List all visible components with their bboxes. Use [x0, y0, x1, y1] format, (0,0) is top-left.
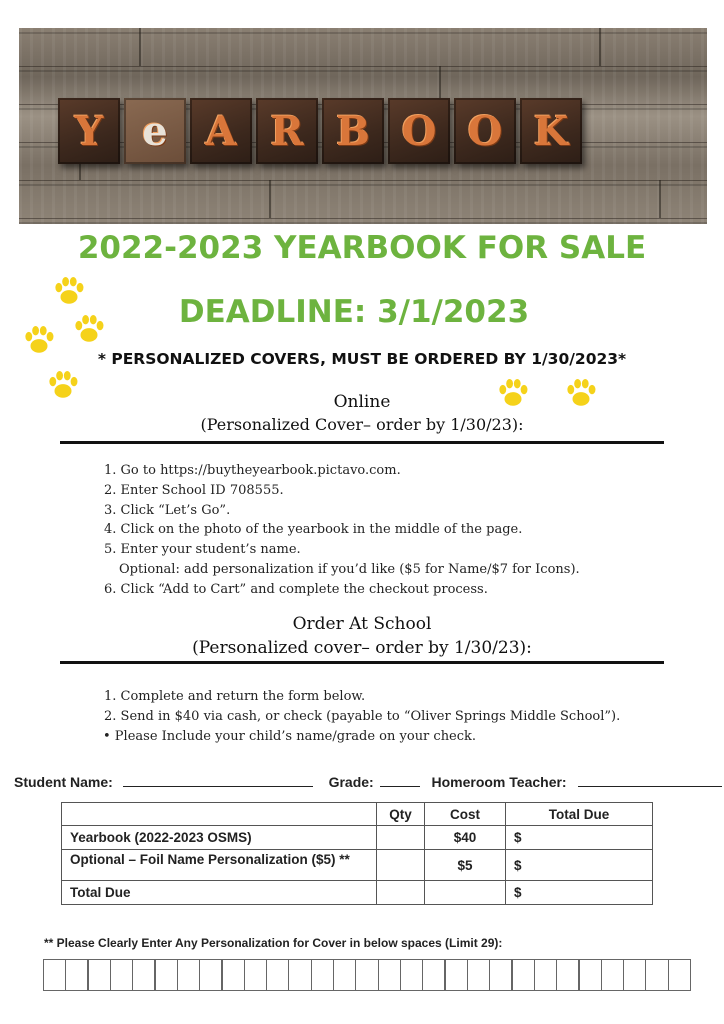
letter-box[interactable] [154, 959, 178, 991]
table-cell-item: Total Due [62, 881, 377, 905]
letter-box[interactable] [199, 959, 223, 991]
paw-print-icon [22, 323, 56, 357]
table-cell-item: Yearbook (2022-2023 OSMS) [62, 826, 377, 850]
list-item: 2. Enter School ID 708555. [104, 482, 284, 498]
letter-box[interactable] [266, 959, 290, 991]
list-item: 3. Click “Let’s Go”. [104, 502, 231, 518]
paw-print-icon [72, 312, 106, 346]
table-cell-cost [425, 881, 506, 905]
letter-box[interactable] [244, 959, 268, 991]
table-cell-total[interactable]: $ [506, 881, 653, 905]
letter-box[interactable] [645, 959, 669, 991]
online-heading: Online [333, 392, 391, 412]
letter-tile: R [256, 98, 318, 164]
letter-tile: B [322, 98, 384, 164]
homeroom-teacher-label: Homeroom Teacher: [431, 774, 567, 790]
personalization-letter-boxes [44, 959, 691, 991]
homeroom-teacher-field[interactable] [578, 774, 722, 787]
deadline-heading: DEADLINE: 3/1/2023 [178, 294, 530, 330]
table-cell-cost: $5 [425, 850, 506, 881]
letter-box[interactable] [288, 959, 312, 991]
table-cell-cost: $40 [425, 826, 506, 850]
letter-box[interactable] [601, 959, 625, 991]
letter-box[interactable] [65, 959, 89, 991]
table-cell-total[interactable]: $ [506, 826, 653, 850]
letter-box[interactable] [177, 959, 201, 991]
list-item: Optional: add personalization if you’d like ($5 for Name/$7 for Icons). [119, 561, 580, 577]
letter-box[interactable] [422, 959, 446, 991]
table-header [62, 803, 377, 826]
table-header: Cost [425, 803, 506, 826]
grade-label: Grade: [328, 774, 374, 790]
list-item: • Please Include your child’s name/grade on your check. [103, 728, 477, 744]
school-subheading: (Personalized cover– order by 1/30/23): [192, 638, 532, 658]
letter-box[interactable] [467, 959, 491, 991]
online-steps-list [104, 461, 580, 600]
table-cell-total[interactable]: $ [506, 850, 653, 881]
letter-box[interactable] [378, 959, 402, 991]
grade-field[interactable] [380, 774, 420, 787]
letter-box[interactable] [578, 959, 602, 991]
school-heading: Order At School [292, 614, 432, 634]
letter-box[interactable] [311, 959, 335, 991]
table-header-row [62, 803, 653, 826]
list-item: 4. Click on the photo of the yearbook in the middle of the page. [104, 522, 523, 538]
online-subheading: (Personalized Cover– order by 1/30/23): [200, 415, 524, 434]
letter-box[interactable] [43, 959, 67, 991]
list-item: 1. Go to https://buytheyearbook.pictavo.com. [104, 463, 401, 478]
school-steps-list [104, 687, 620, 746]
table-cell-item: Optional – Foil Name Personalization ($5) ** [62, 850, 377, 881]
list-item: 5. Enter your student’s name. [104, 542, 301, 558]
letter-box[interactable] [489, 959, 513, 991]
list-item: 6. Click “Add to Cart” and complete the checkout process. [104, 581, 488, 597]
letter-box[interactable] [623, 959, 647, 991]
letter-box[interactable] [221, 959, 245, 991]
paw-print-icon [52, 274, 86, 308]
table-row [62, 881, 653, 905]
yearbook-banner-image [19, 28, 707, 224]
letter-tile: e [124, 98, 186, 164]
table-row [62, 850, 653, 881]
letter-box[interactable] [511, 959, 535, 991]
letter-tile: Y [58, 98, 120, 164]
table-header: Total Due [506, 803, 653, 826]
personalization-note: ** Please Clearly Enter Any Personalization for Cover in below spaces (Limit 29): [44, 936, 503, 950]
student-name-label: Student Name: [14, 774, 113, 790]
student-info-line [14, 774, 722, 790]
yearbook-letter-tiles [58, 98, 582, 164]
table-header: Qty [377, 803, 425, 826]
letter-box[interactable] [556, 959, 580, 991]
table-cell-qty[interactable] [377, 826, 425, 850]
letter-box[interactable] [444, 959, 468, 991]
personalized-notice: * PERSONALIZED COVERS, MUST BE ORDERED BY 1/30/2023* [97, 350, 627, 368]
table-row [62, 826, 653, 850]
order-table [61, 802, 653, 905]
letter-tile: O [454, 98, 516, 164]
letter-tile: O [388, 98, 450, 164]
list-item: 1. Complete and return the form below. [104, 689, 366, 704]
letter-tile: K [520, 98, 582, 164]
student-name-field[interactable] [123, 774, 313, 787]
letter-box[interactable] [534, 959, 558, 991]
letter-box[interactable] [87, 959, 111, 991]
letter-box[interactable] [132, 959, 156, 991]
table-cell-qty[interactable] [377, 850, 425, 881]
section-divider [60, 661, 664, 664]
page-title: 2022-2023 YEARBOOK FOR SALE [77, 230, 647, 266]
letter-box[interactable] [333, 959, 357, 991]
letter-box[interactable] [355, 959, 379, 991]
letter-box[interactable] [400, 959, 424, 991]
list-item: 2. Send in $40 via cash, or check (payable to “Oliver Springs Middle School”). [104, 708, 621, 724]
letter-tile: A [190, 98, 252, 164]
letter-box[interactable] [110, 959, 134, 991]
table-cell-qty [377, 881, 425, 905]
letter-box[interactable] [668, 959, 692, 991]
section-divider [60, 441, 664, 444]
